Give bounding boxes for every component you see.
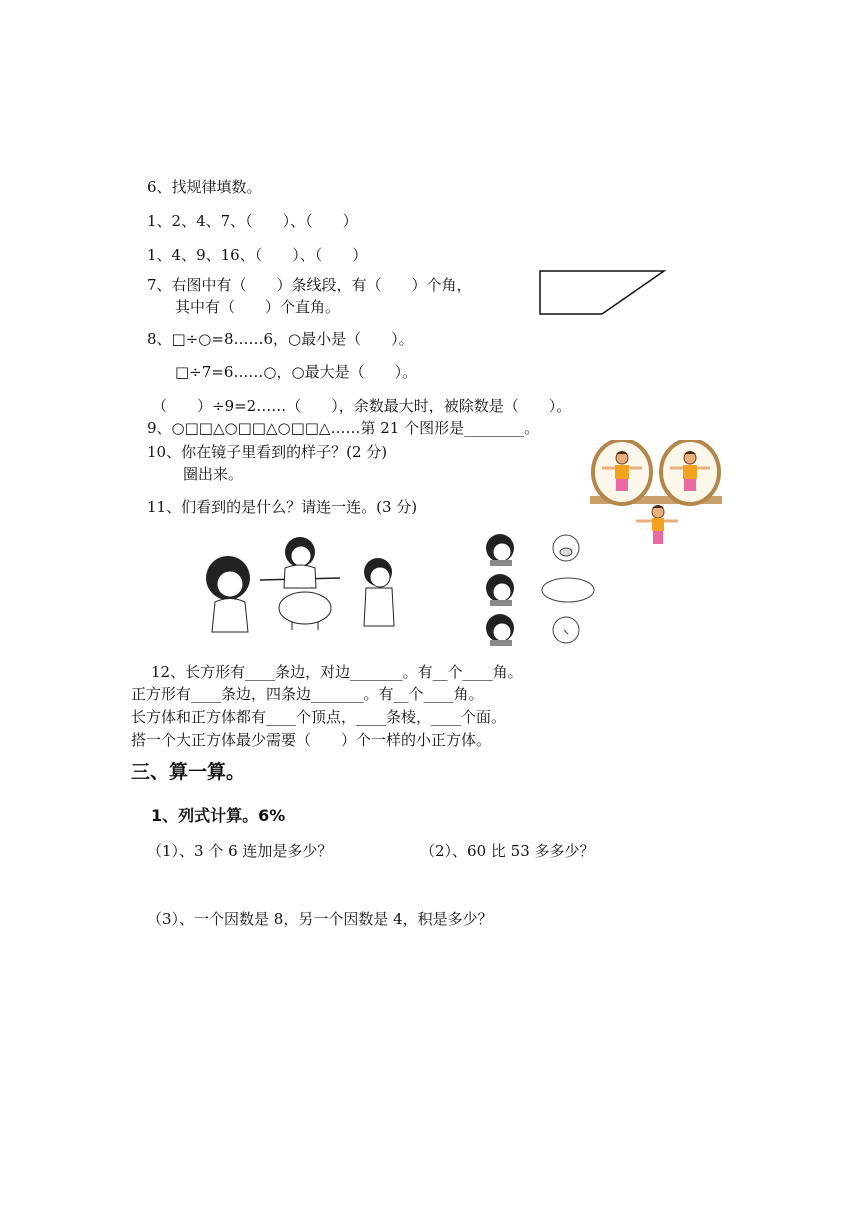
child-figure — [636, 505, 678, 544]
calc-problem-3: （3）、一个因数是 8，另一个因数是 4，积是多少？ — [147, 910, 493, 928]
pig-back-view — [553, 617, 579, 643]
head-view-2 — [486, 574, 514, 606]
calc-problem-1: （1）、3 个 6 连加是多少？ — [147, 842, 333, 860]
mirror-illustration — [588, 440, 724, 552]
q8-line-2: □÷7=6……○，○最大是（ ）。 — [175, 363, 418, 381]
q10-line-2: 圈出来。 — [183, 465, 244, 483]
head-view-3 — [486, 614, 514, 646]
q10-line-1: 10、你在镜子里看到的样子？(2 分) — [147, 443, 388, 461]
q6-sequence-1: 1、2、4、7、（ ）、（ ） — [147, 212, 358, 230]
q8-line-3: （ ）÷9=2……（ ），余数最大时，被除数是（ ）。 — [152, 397, 572, 415]
boy-right-figure — [364, 558, 394, 626]
calc-problem-2: （2）、60 比 53 多多少？ — [420, 842, 595, 860]
q7-line-1: 7、右图中有（ ）条线段，有（ ）个角， — [147, 276, 472, 294]
calc-title: 1、列式计算。6% — [151, 806, 286, 825]
mirror-left — [593, 440, 651, 504]
pig-side-view — [542, 578, 594, 602]
q9-line: 9、○□□△○□□△○□□△……第 21 个图形是________。 — [147, 419, 540, 437]
matching-options — [478, 530, 608, 650]
girl-figure — [206, 556, 250, 632]
section-3-title: 三、算一算。 — [131, 761, 246, 783]
q7-line-2: 其中有（ ）个直角。 — [175, 298, 341, 316]
trapezoid-figure — [536, 268, 668, 318]
q12-line-1: 12、长方形有____条边，对边_______。有__个____角。 — [151, 663, 523, 681]
q12-line-3: 长方体和正方体都有____个顶点，____条棱，____个面。 — [131, 708, 507, 726]
children-piglet-scene — [200, 530, 400, 640]
q12-line-2: 正方形有____条边，四条边_______。有__个____角。 — [131, 685, 484, 703]
boy-behind-figure — [284, 537, 316, 588]
q6-title: 6、找规律填数。 — [147, 178, 262, 196]
q6-sequence-2: 1、4、9、16、（ ）、（ ） — [147, 246, 368, 264]
q11-line: 11、们看到的是什么？请连一连。(3 分) — [147, 498, 418, 516]
pig-front-view — [553, 535, 579, 561]
q12-line-4: 搭一个大正方体最少需要（ ）个一样的小正方体。 — [131, 731, 492, 749]
mirror-right — [661, 440, 719, 504]
head-view-1 — [486, 534, 514, 566]
q8-line-1: 8、□÷○=8……6，○最小是（ ）。 — [147, 330, 414, 348]
piglet — [279, 592, 331, 630]
